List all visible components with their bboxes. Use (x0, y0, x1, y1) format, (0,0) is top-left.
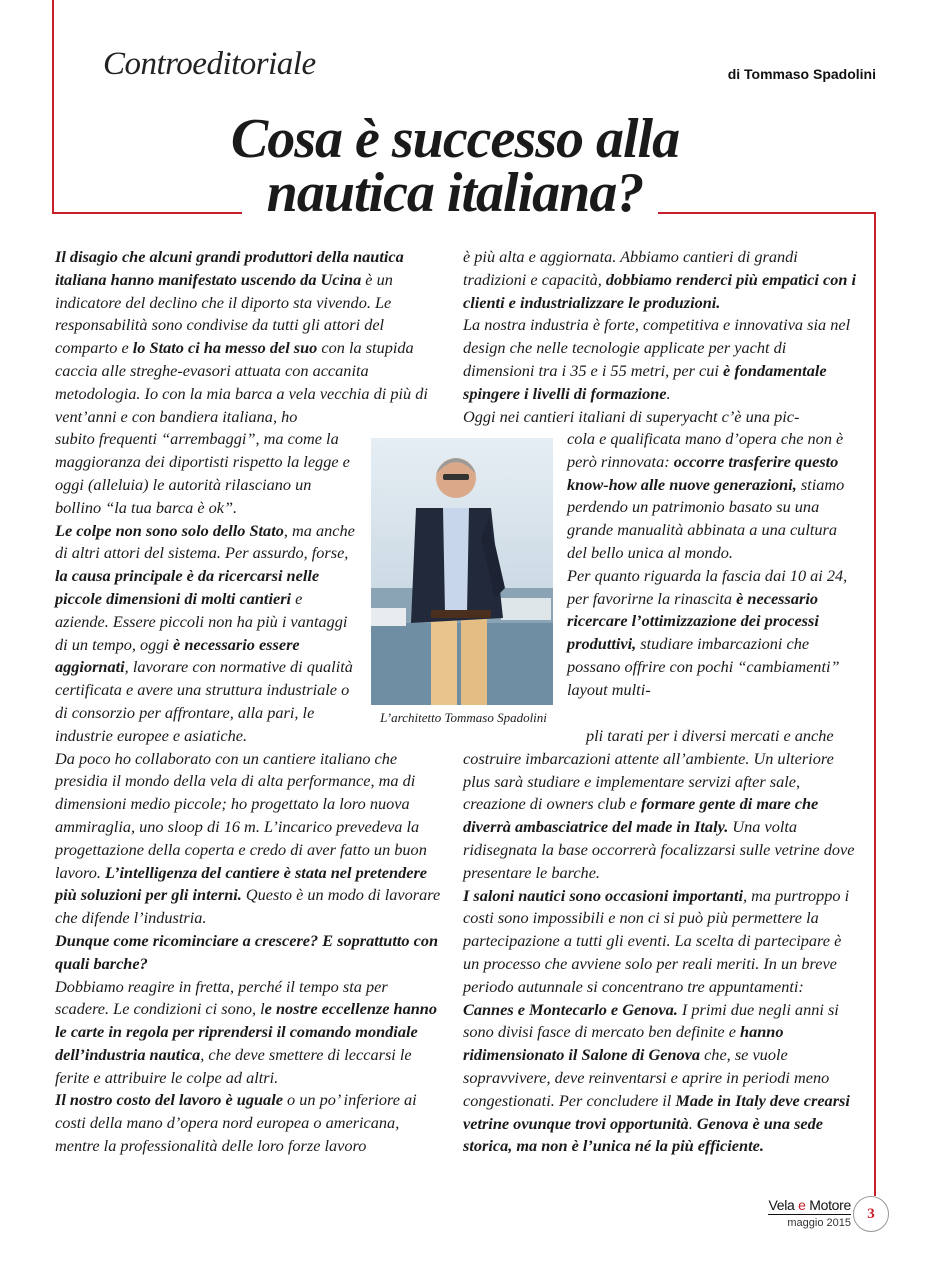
portrait-illustration (371, 438, 553, 705)
paragraph: La nostra industria è forte, competitiva e innovativa sia nel design che nelle tecnologie applicate per yacht di dimensioni tra i 35 e i 55 metri, per cui è fondamentale spingere i livelli di formazione. (463, 315, 851, 403)
page-number: 3 (853, 1196, 889, 1232)
article-column-right-wrap (567, 428, 857, 702)
paragraph: costruire imbarcazioni attente all’ambiente. Un ulteriore plus sarà studiare e implementare servizi after sale, creazione di owners club e formare gente di mare che diverrà ambasciatrice del made in Italy. Una volta ridisegnata la base occorrerà focalizzarsi sulle vetrine dove presentare le barche. (463, 748, 855, 882)
paragraph: Le colpe non sono solo dello Stato, ma anche di altri attori del sistema. Per assurdo, forse, la causa principale è da ricercarsi nelle piccole dimensioni di molti cantieri e aziende. Essere piccoli non ha più i vantaggi di un tempo, oggi è necessario essere aggiornati, lavorare con normative di qualità certificata e avere una struttura industriale o di consorzio per affrontare, alla pari, le industrie europee e asiatiche. (55, 520, 355, 745)
paragraph: Dunque come ricominciare a crescere? E soprattutto con quali barche? (55, 930, 439, 973)
logo-part: Vela (768, 1197, 799, 1213)
article-column-right-top (463, 246, 858, 428)
paragraph: Il disagio che alcuni grandi produttori della nautica italiana hanno manifestato uscendo da Ucina è un indicatore del declino che il diporto sta vivendo. Le responsabilità sono condivise da tutti gli attori del comparto e lo Stato ci ha messo del suo con la stupida caccia alle streghe-evasori attuata con accanita metodologia. Io con la mia barca a vela vecchia di più di vent’anni e con bandiera italiana, ho (55, 247, 428, 426)
author-byline: di Tommaso Spadolini (727, 66, 876, 82)
logo-part-accent: e (798, 1197, 806, 1213)
paragraph: è più alta e aggiornata. Abbiamo cantieri di grandi tradizioni e capacità, dobbiamo renderci più empatici con i clienti e industrializzare le produzioni. (463, 247, 856, 312)
paragraph: I saloni nautici sono occasioni importanti, ma purtroppo i costi sono impossibili e non ci si può più permettere la partecipazione a tutti gli eventi. La scelta di partecipare è un processo che avviene solo per reali meriti. In un breve periodo autunnale si concentrano tre appuntamenti: Cannes e Montecarlo e Genova. I primi due negli anni si sono divisi fasce di mercato ben definite e hanno ridimensionato il Salone di Genova che, se vuole sopravvivere, deve reinventarsi e aprire in periodi meno congestionati. Per concludere il Made in Italy deve crearsi vetrine ovunque trovi opportunità. Genova è una sede storica, ma non è l’unica né la più efficiente. (463, 885, 850, 1156)
photo-caption: L’architetto Tommaso Spadolini (380, 710, 547, 725)
paragraph: Il nostro costo del lavoro è uguale o un po’ inferiore ai costi della mano d’opera nord europea o americana, mentre la professionalità delle loro forze lavoro (55, 1090, 417, 1156)
section-label: Controeditoriale (103, 46, 316, 82)
paragraph: pli tarati per i diversi mercati e anche (586, 726, 834, 745)
paragraph: Da poco ho collaborato con un cantiere italiano che presidia il mondo della vela di alta performance, ma di dimensioni medio piccole; ho progettato la loro nuova ammiraglia, uno sloop di 16 m. L’incarico prevedeva la progettazione della coperta e credo di aver fatto un buon lavoro. L’intelligenza del cantiere è stata nel pretendere più soluzioni per gli interni. Questo è un modo di lavorare che difende l’industria. (55, 748, 441, 928)
magazine-footer (768, 1197, 851, 1229)
article-column-right-bottom (463, 725, 858, 1158)
paragraph: cola e qualificata mano d’opera che non è però rinnovata: occorre trasferire questo know-how alle nuove generazioni, stiamo perdendo un patrimonio basato su una grande manualità abbinata a una cultura del bello unica al mondo. (567, 429, 845, 562)
headline: Cosa è successo alla nautica italiana? (230, 108, 680, 224)
logo-part: Motore (805, 1197, 851, 1213)
issue-date: maggio 2015 (787, 1217, 851, 1229)
author-photo (371, 438, 553, 705)
magazine-logo (768, 1197, 851, 1215)
paragraph: Dobbiamo reagire in fretta, perché il tempo sta per scadere. Le condizioni ci sono, le nostre eccellenze hanno le carte in regola per riprendersi il comando mondiale dell’industria nautica, che deve smettere di leccarsi le ferite e attribuire le colpe ad altri. (55, 976, 437, 1087)
paragraph: Per quanto riguarda la fascia dai 10 ai 24, per favorirne la rinascita è necessario ricercare l’ottimizzazione dei processi produttivi, studiare imbarcazioni che possano offrire con pochi “cambiamenti” layout multi- (567, 565, 848, 699)
wrapped-text-block (55, 428, 355, 747)
paragraph: subito frequenti “arrembaggi”, ma come la maggioranza dei diportisti rispetto la legge e oggi (alleluia) le autorità rilasciano un bollino “la tua barca è ok”. (55, 429, 350, 517)
frame-line-right-vertical (874, 212, 876, 1196)
paragraph: Oggi nei cantieri italiani di superyacht c’è una pic- (463, 406, 800, 426)
frame-line-left-vertical (52, 0, 54, 214)
